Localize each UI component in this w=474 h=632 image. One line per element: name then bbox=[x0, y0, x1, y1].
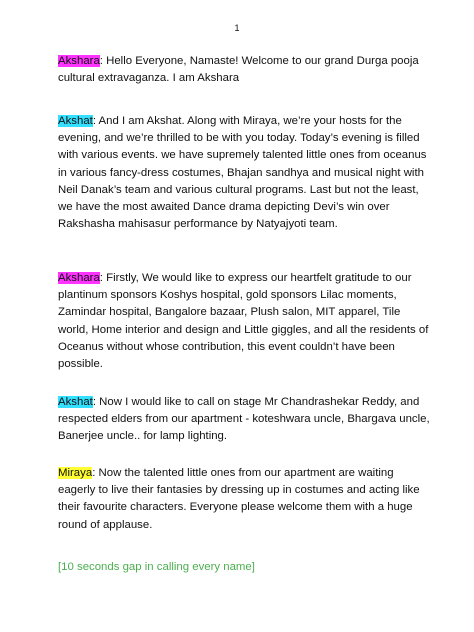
paragraph-text: : And I am Akshat. Along with Miraya, we’re your hosts for the evening, and we’re thrilled to be with you today. Today’s evening is filled with various events. we have supremely talented little ones from oceanus in various fancy-dress costumes, Bhajan sandhya and musical night with Neil Danak’s team and various cultural programs. Last but not the least, we have the most awaited Dance drama depicting Devi’s win over Rakshasha mahisasur performance by Natyajyoti team. bbox=[58, 115, 427, 231]
speaker-miraya: Miraya bbox=[58, 467, 93, 479]
paragraph-text: : Hello Everyone, Namaste! Welcome to our grand Durga pooja cultural extravaganza. I am Akshara bbox=[58, 55, 419, 85]
speaker-akshat: Akshat bbox=[58, 396, 93, 408]
script-paragraph-akshat-intro bbox=[58, 113, 430, 233]
paragraph-text: : Firstly, We would like to express our heartfelt gratitude to our plantinum sponsors Koshys hospital, gold sponsors Lilac moments, Zamindar hospital, Bangalore bazaar, Plush salon, MIT apparel, Tile world, Home interior and design and Little giggles, and all the residents of Oceanus without whose contribution, this event couldn’t have been possible. bbox=[58, 272, 429, 371]
stage-note: [10 seconds gap in calling every name] bbox=[58, 561, 255, 573]
script-paragraph-akshara-welcome bbox=[58, 53, 430, 87]
script-paragraph-akshat-lamp-lighting bbox=[58, 394, 430, 446]
paragraph-text: : Now I would like to call on stage Mr Chandrashekar Reddy, and respected elders from our apartment - koteshwara uncle, Bhargava uncle, Banerjee uncle.. for lamp lighting. bbox=[58, 396, 430, 443]
paragraph-text: : Now the talented little ones from our apartment are waiting eagerly to live their fantasies by dressing up in costumes and acting like their favourite characters. Everyone please welcome them with a huge round of applause. bbox=[58, 467, 420, 531]
speaker-akshara: Akshara bbox=[58, 55, 100, 67]
speaker-akshara: Akshara bbox=[58, 272, 100, 284]
page-number: 1 bbox=[234, 23, 240, 33]
script-paragraph-miraya-fancy-dress bbox=[58, 465, 430, 534]
script-paragraph-akshara-sponsors bbox=[58, 270, 430, 373]
speaker-akshat: Akshat bbox=[58, 115, 93, 127]
